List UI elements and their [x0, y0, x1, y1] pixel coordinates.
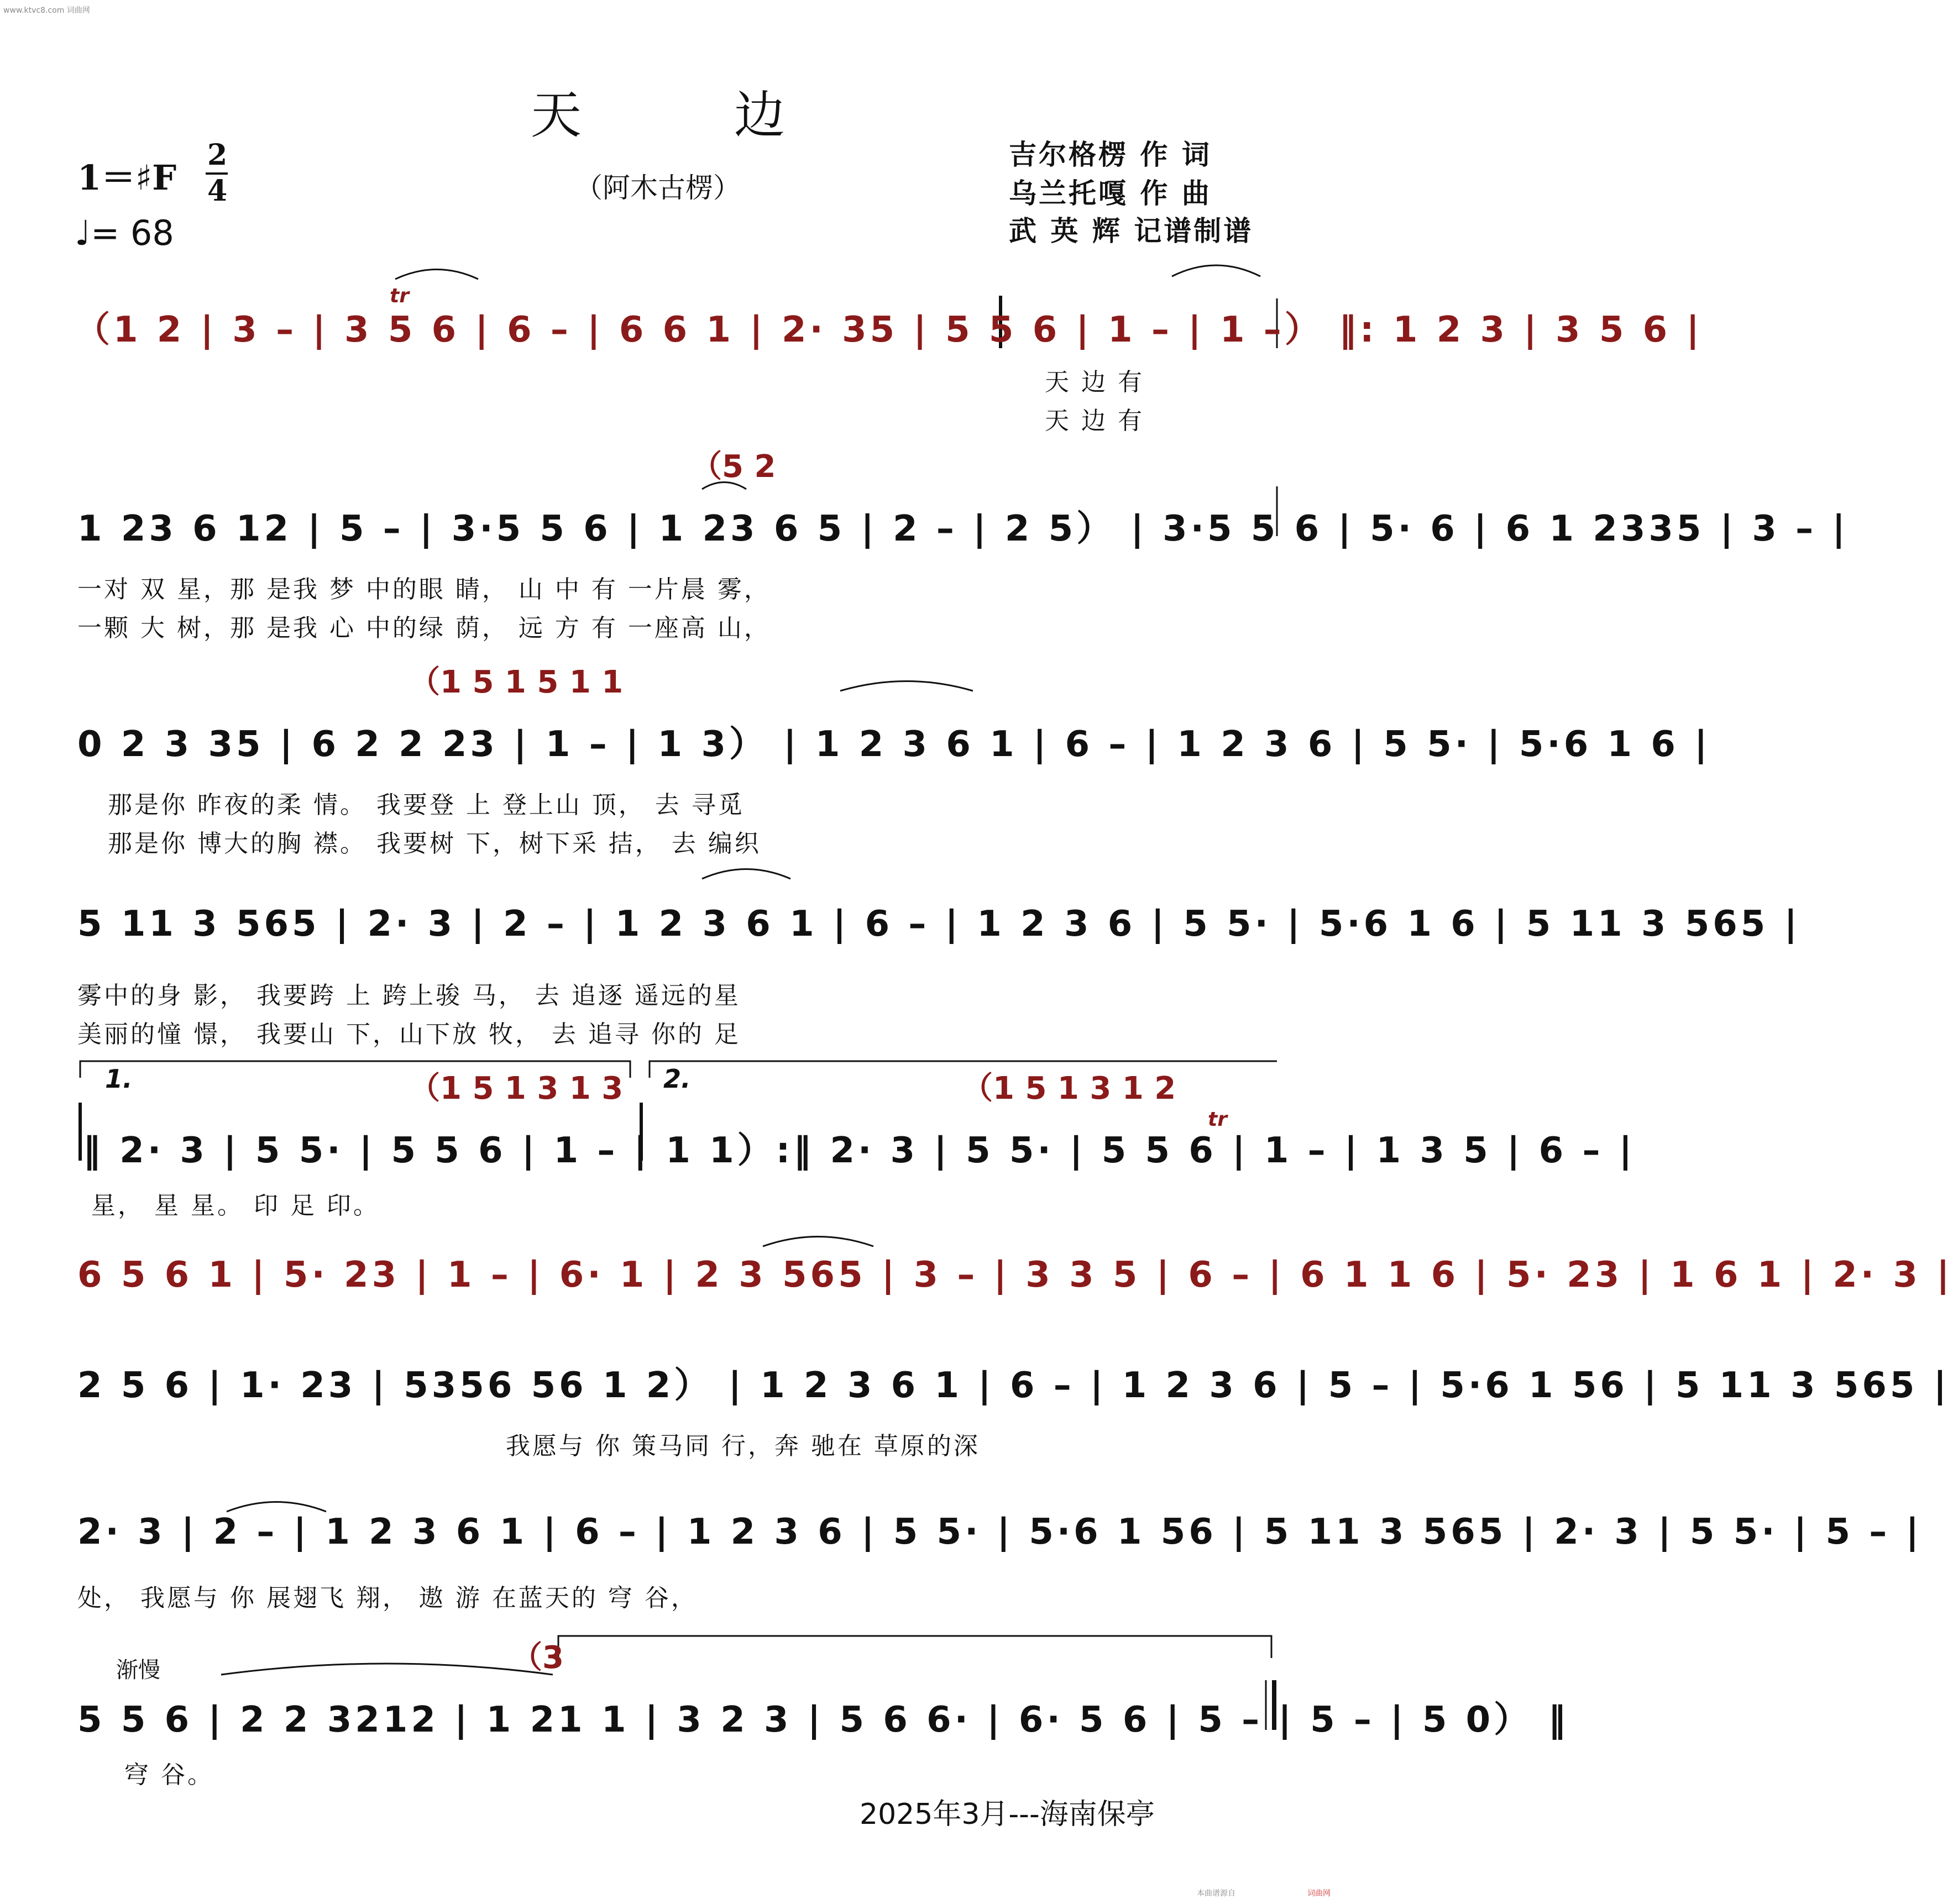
- trill-mark: tr: [390, 285, 409, 307]
- lyric-1-verse-2: 天 边 有: [1045, 407, 1144, 435]
- song-title: 天 边: [531, 86, 786, 145]
- bracket-note-4: （1 5 1 3 1 2: [962, 1071, 1176, 1106]
- bracket-note-5: （3: [511, 1640, 564, 1676]
- music-line-8: 2· 3 | 2 – | 1 2 3 6 1 | 6 – | 1 2 3 6 | 5 5· | 5·6 1 56 | 5 11 3 565 | 2· 3 | 5 5· | 5 – |: [77, 1512, 1922, 1552]
- lyric-1-verse-1: 天 边 有: [1045, 368, 1144, 396]
- lyric-3-verse-1: 那是你 昨夜的柔 情。 我要登 上 登上山 顶， 去 寻觅: [108, 791, 745, 819]
- transcriber-credit: 武 英 辉 记谱制谱: [1009, 215, 1254, 247]
- music-line-5: ‖ 2· 3 | 5 5· | 5 5 6 | 1 – | 1 1）:‖ 2· 3 | 5 5· | 5 5 6 | 1 – | 1 3 5 | 6 – |: [83, 1130, 1636, 1171]
- ending-1-label: 1.: [105, 1064, 133, 1094]
- bracket-note-2: （1 5 1 5 1 1: [409, 664, 624, 700]
- time-signature-top: 2: [207, 138, 228, 172]
- lyric-7: 我愿与 你 策马同 行，奔 驰在 草原的深: [506, 1432, 980, 1460]
- bracket-note-1: （5 2: [691, 449, 776, 485]
- tempo-marking: ♩= 68: [75, 213, 174, 253]
- key-signature: 1＝♯F: [77, 158, 177, 198]
- music-line-3: 0 2 3 35 | 6 2 2 23 | 1 – | 1 3） | 1 2 3 6 1 | 6 – | 1 2 3 6 | 5 5· | 5·6 1 6 |: [77, 724, 1711, 765]
- music-line-4: 5 11 3 565 | 2· 3 | 2 – | 1 2 3 6 1 | 6 – | 1 2 3 6 | 5 5· | 5·6 1 6 | 5 11 3 565 |: [77, 904, 1800, 945]
- bracket-note-3: （1 5 1 3 1 3: [409, 1071, 624, 1106]
- lyric-8: 处， 我愿与 你 展翅飞 翔， 遨 游 在蓝天的 穹 谷，: [77, 1584, 698, 1612]
- watermark-top: www.ktvc8.com 词曲网: [3, 6, 90, 15]
- lyric-2-verse-1: 一对 双 星，那 是我 梦 中的眼 睛， 山 中 有 一片晨 雾，: [77, 575, 771, 604]
- music-line-9: 5 5 6 | 2 2 3212 | 1 21 1 | 3 2 3 | 5 6 6· | 6· 5 6 | 5 – | 5 – | 5 0） ‖: [77, 1700, 1569, 1740]
- lyric-9: 穹 谷。: [124, 1761, 214, 1789]
- music-line-1: （1 2 | 3 – | 3 5 6 | 6 – | 6 6 1 | 2· 35 | 5 5 6 | 1 – | 1 –） ‖: 1 2 3 | 3 5 6 |: [75, 310, 1703, 350]
- music-line-7: 2 5 6 | 1· 23 | 5356 56 1 2） | 1 2 3 6 1 | 6 – | 1 2 3 6 | 5 – | 5·6 1 56 | 5 11 3 565 |: [77, 1365, 1950, 1406]
- music-line-2: 1 23 6 12 | 5 – | 3·5 5 6 | 1 23 6 5 | 2 – | 2 5） | 3·5 5 6 | 5· 6 | 6 1 2335 | 3 – |: [77, 508, 1849, 549]
- lyricist-credit: 吉尔格楞 作 词: [1009, 139, 1212, 171]
- ending-2-label: 2.: [663, 1064, 691, 1094]
- lyric-4-verse-1: 雾中的身 影， 我要跨 上 跨上骏 马， 去 追逐 遥远的星: [77, 982, 741, 1010]
- ritardando-mark: 渐慢: [116, 1658, 160, 1683]
- lyric-5: 星， 星 星。 印 足 印。: [91, 1192, 380, 1220]
- lyric-3-verse-2: 那是你 博大的胸 襟。 我要树 下，树下采 拮， 去 编织: [108, 830, 761, 858]
- lyric-2-verse-2: 一颗 大 树，那 是我 心 中的绿 荫， 远 方 有 一座高 山，: [77, 614, 771, 642]
- watermark-bottom-left: 本曲谱源自: [1197, 1889, 1235, 1898]
- lyric-4-verse-2: 美丽的憧 憬， 我要山 下，山下放 牧， 去 追寻 你的 足: [77, 1020, 741, 1048]
- watermark-bottom-right: 词曲网: [1307, 1889, 1331, 1898]
- music-line-6: 6 5 6 1 | 5· 23 | 1 – | 6· 1 | 2 3 565 | 3 – | 3 3 5 | 6 – | 6 1 1 6 | 5· 23 | 1 6 1 | 2· 3 |: [77, 1255, 1953, 1295]
- date-location-footer: 2025年3月---海南保亭: [860, 1798, 1155, 1831]
- trill-mark-2: tr: [1208, 1108, 1227, 1131]
- song-subtitle: （阿木古楞）: [575, 172, 741, 204]
- composer-credit: 乌兰托嘎 作 曲: [1009, 177, 1212, 209]
- time-signature-bottom: 4: [207, 174, 228, 208]
